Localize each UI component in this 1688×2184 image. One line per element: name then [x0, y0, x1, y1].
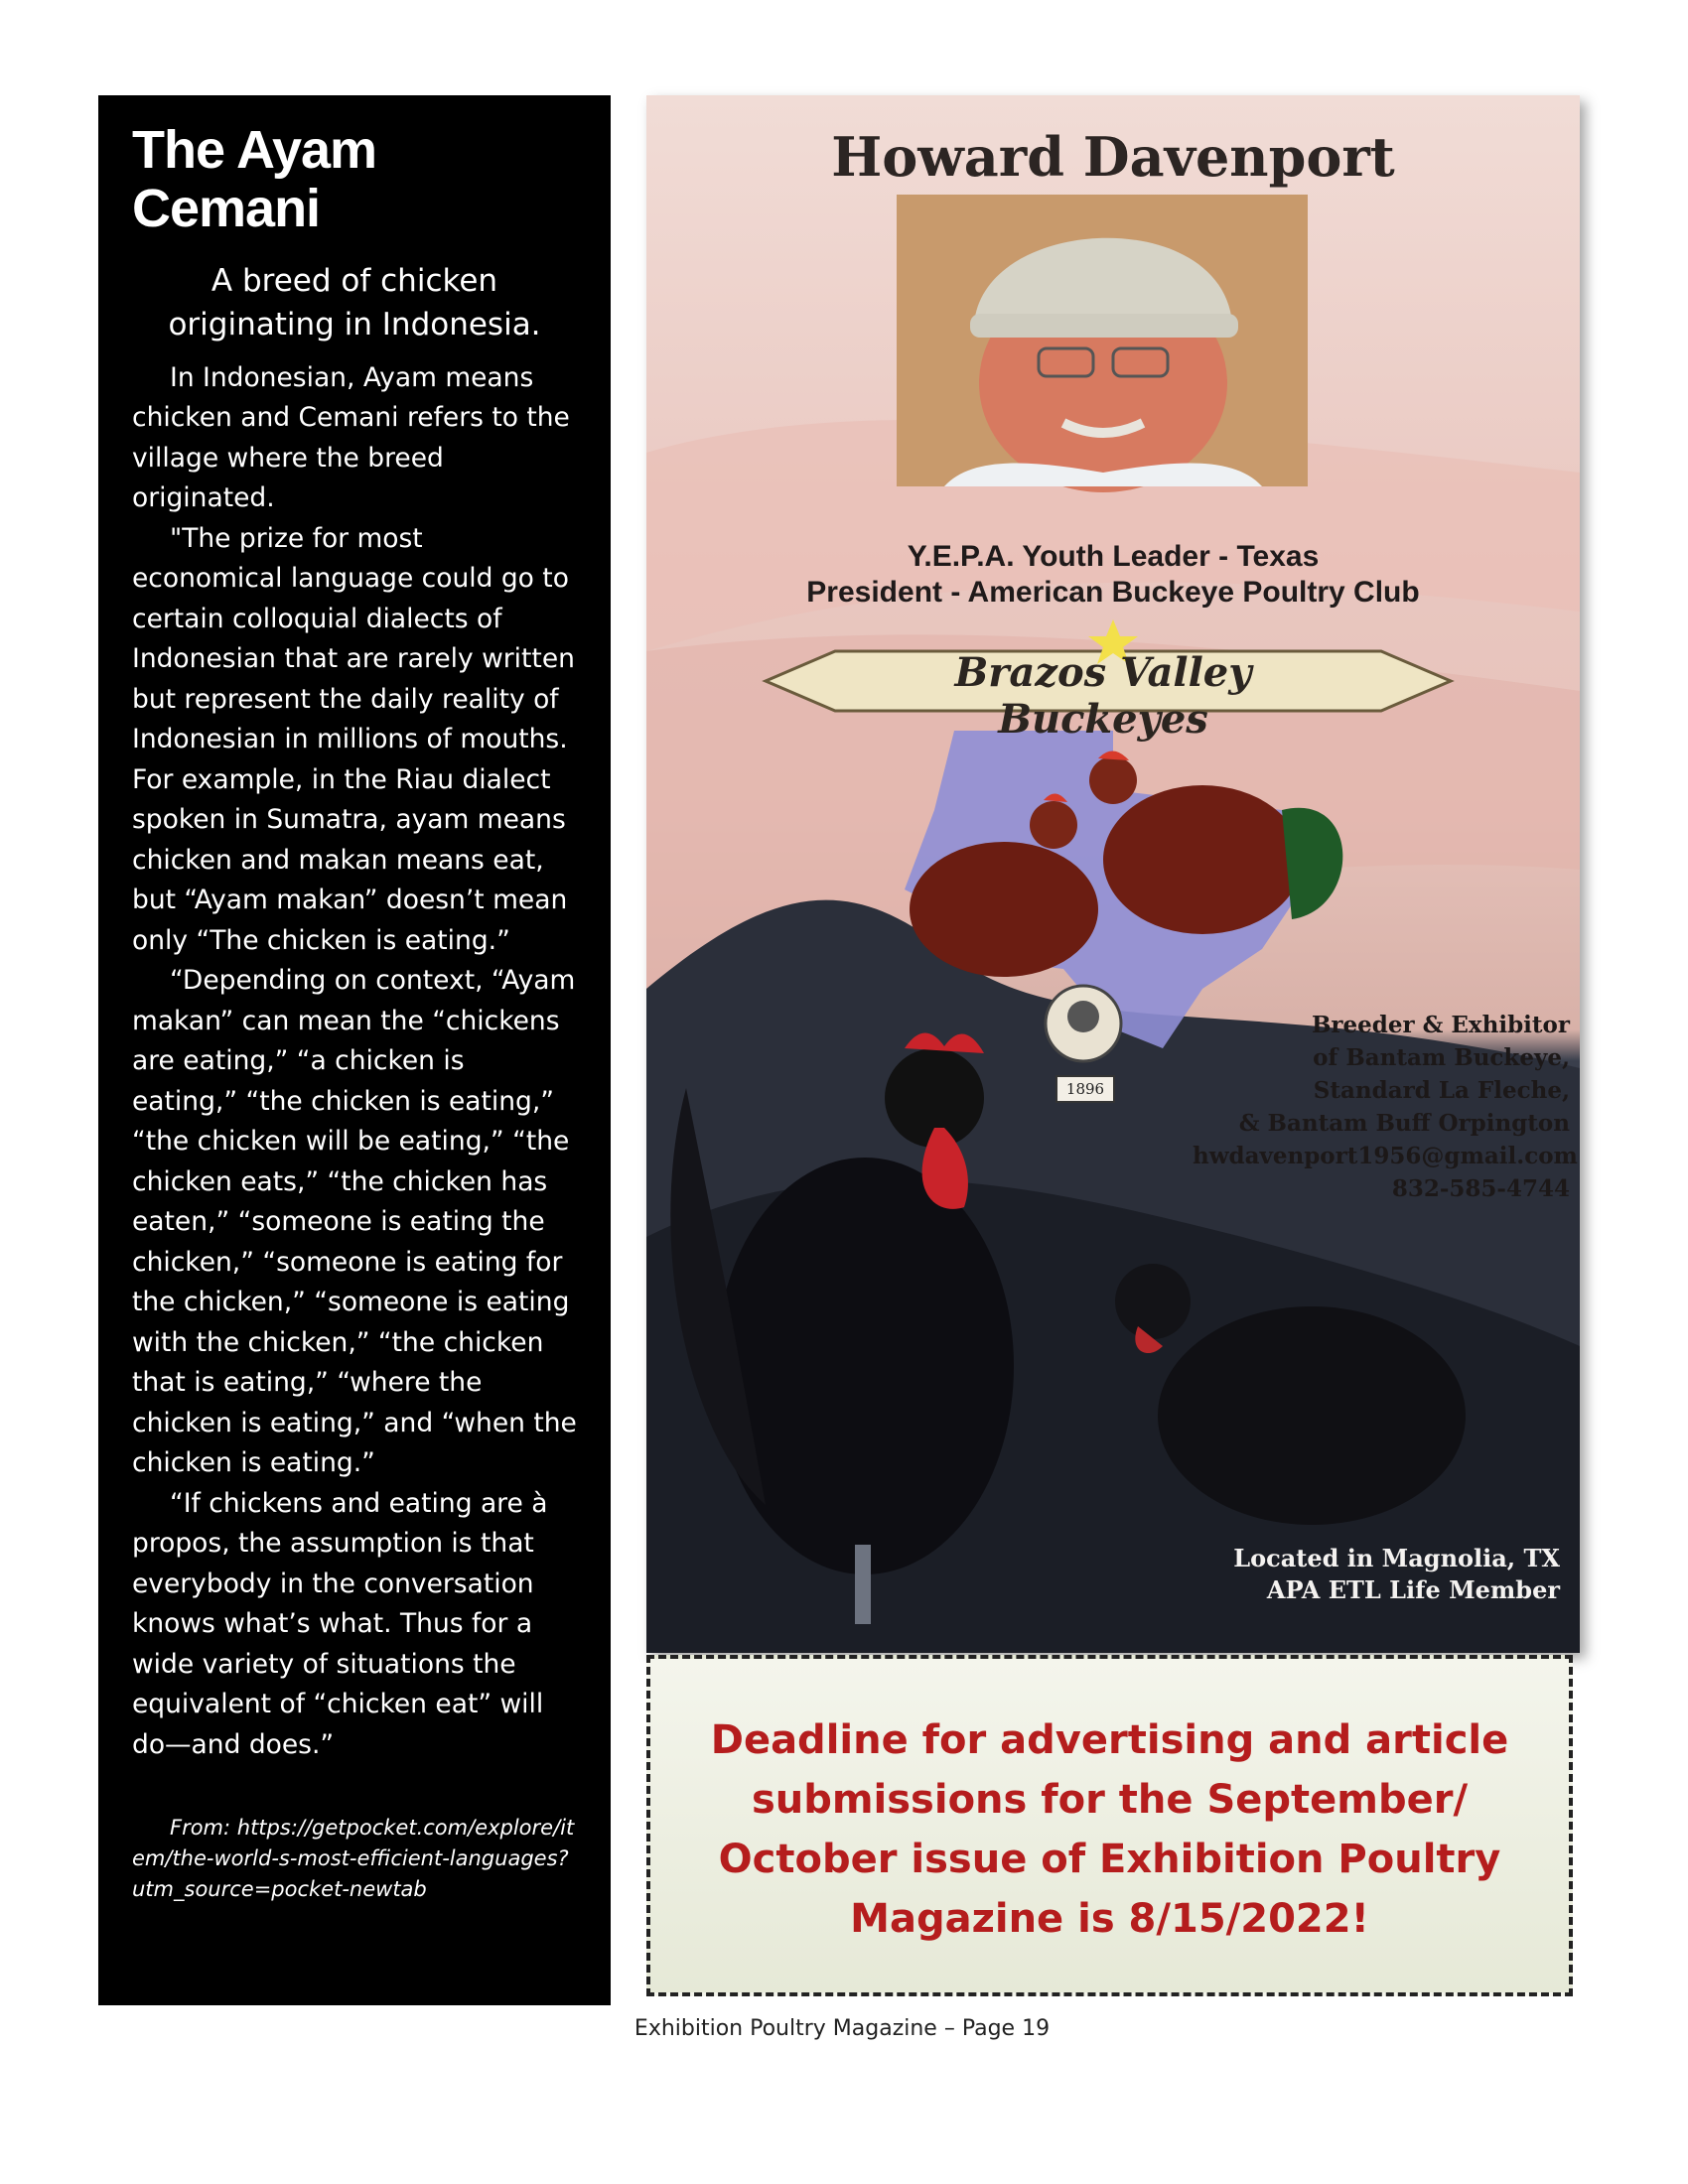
breeder-line-4: & Bantam Buff Orpington — [1238, 1110, 1570, 1137]
advertiser-name: Howard Davenport — [831, 125, 1395, 189]
article-paragraph-2: "The prize for most economical language could go to certain colloquial dialects of Indonesian that are rarely written but represent the daily reality of Indonesian in millions of mouths. For example, in the Riau dialect spoken in Sumatra, ayam means chicken and makan means eat, but “Ayam makan” doesn’t mean only “The chicken is eating.” — [132, 522, 575, 956]
article-paragraph-1: In Indonesian, Ayam means chicken and Cemani refers to the village where the breed originated. — [132, 361, 570, 514]
year-badge: 1896 — [1055, 1075, 1115, 1103]
article-source-text: From: https://getpocket.com/explore/item/the-world-s-most-efficient-languages?utm_source=pocket-newtab — [132, 1816, 575, 1902]
advertiser-role-1: Y.E.P.A. Youth Leader - Texas — [907, 540, 1320, 573]
breeder-advertisement — [646, 95, 1580, 1653]
deadline-notice-text: Deadline for advertising and article submissions for the September/ October issue of Exhibition Poultry Magazine is 8/15/2022! — [710, 1717, 1509, 1942]
breeder-line-3: Standard La Fleche, — [1313, 1077, 1570, 1104]
location-line-2: APA ETL Life Member — [1266, 1575, 1560, 1604]
breeder-details — [1193, 1009, 1578, 1205]
article-paragraph-4: “If chickens and eating are à propos, the assumption is that everybody in the conversation knows what’s what. Thus for a wide variety of situations the equivalent of “chicken eat” will do—and does.” — [132, 1487, 548, 1760]
breeder-email[interactable]: hwdavenport1956@gmail.com — [1193, 1143, 1578, 1169]
ad-artwork — [646, 95, 1580, 1653]
page-footer — [0, 2016, 1688, 2041]
article-title: The Ayam Cemani — [132, 120, 377, 239]
location-line-1: Located in Magnolia, TX — [1233, 1544, 1560, 1572]
article-source — [132, 1813, 577, 1905]
breeder-phone[interactable]: 832-585-4744 — [1391, 1175, 1570, 1202]
article-paragraph-3: “Depending on context, “Ayam makan” can mean the “chickens are eating,” “a chicken is eating,” “the chicken is eating,” “the chicken will be eating,” “the chicken eats,” “the chicken has eaten,” “someone is eating the chicken,” “someone is eating for the chicken,” “someone is eating with the chicken,” “the chicken that is eating,” “where the chicken is eating,” and “when the chicken is eating.” — [132, 965, 577, 1479]
advertiser-role-2: President - American Buckeye Poultry Club — [806, 576, 1420, 609]
breeder-line-1: Breeder & Exhibitor — [1311, 1012, 1570, 1038]
footer-text: Exhibition Poultry Magazine – Page 19 — [633, 2016, 1051, 2041]
location-info — [1202, 1543, 1560, 1606]
article-sidebar — [98, 95, 611, 2005]
farm-name-banner: Brazos Valley Buckeyes — [954, 649, 1252, 743]
article-subtitle: A breed of chicken originating in Indonesia. — [168, 262, 541, 342]
breeder-line-2: of Bantam Buckeye, — [1313, 1044, 1570, 1071]
deadline-notice-box — [646, 1655, 1573, 1996]
